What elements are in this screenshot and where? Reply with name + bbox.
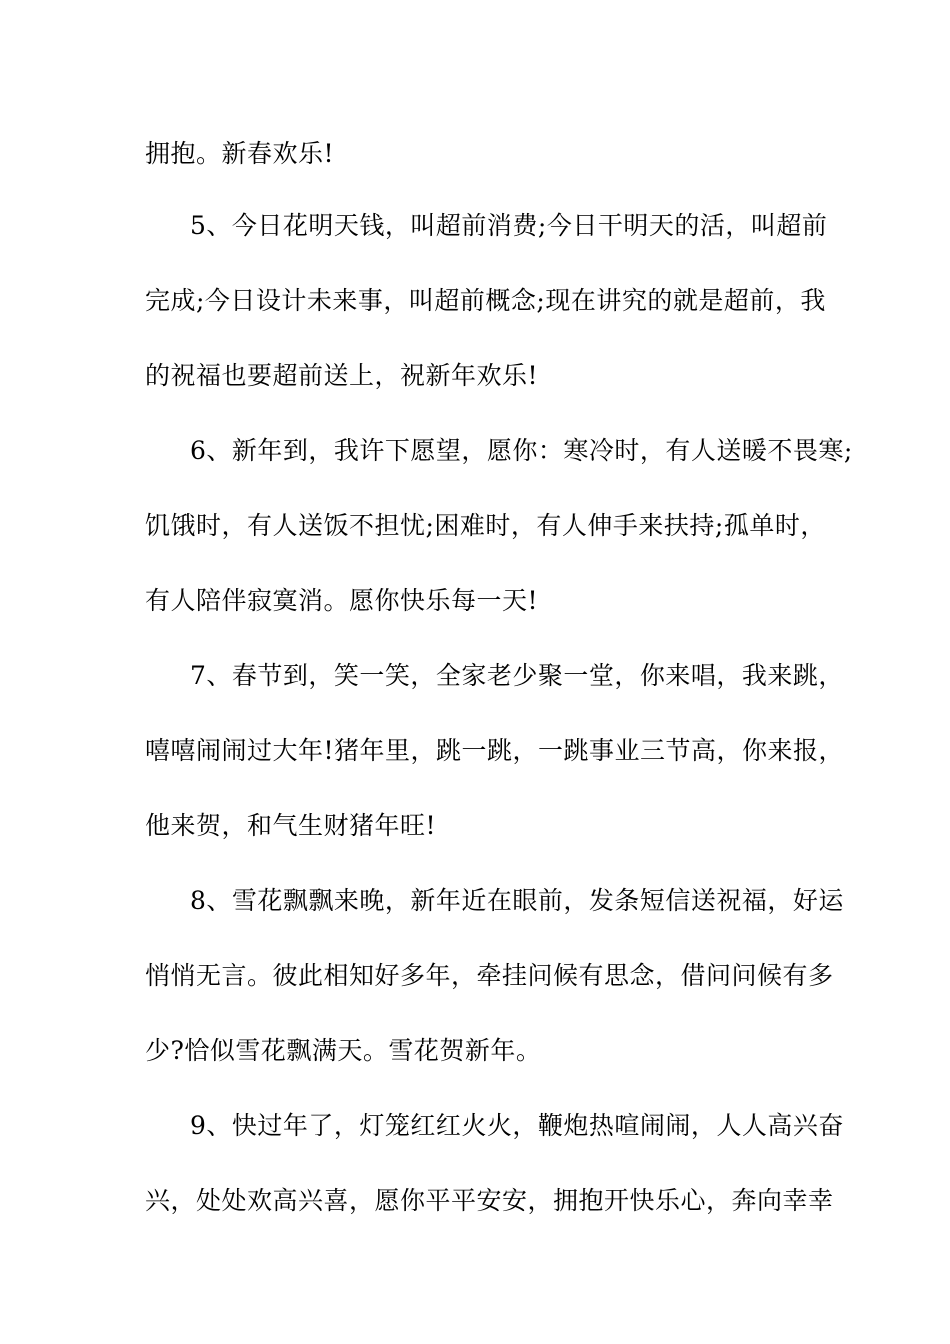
text-line: 8、雪花飘飘来晚，新年近在眼前，发条短信送祝福，好运 [190, 886, 844, 915]
text-line: 的祝福也要超前送上，祝新年欢乐! [145, 361, 539, 390]
text-line: 9、快过年了，灯笼红红火火，鞭炮热喧闹闹，人人高兴奋 [190, 1111, 844, 1140]
text-line: 饥饿时，有人送饭不担忧;困难时，有人伸手来扶持;孤单时， [145, 511, 826, 540]
text-line: 嘻嘻闹闹过大年!猪年里，跳一跳，一跳事业三节高，你来报， [145, 736, 845, 765]
text-line: 兴，处处欢高兴喜，愿你平平安安，拥抱开快乐心，奔向幸幸 [145, 1186, 834, 1215]
text-line: 7、春节到，笑一笑，全家老少聚一堂，你来唱，我来跳， [190, 661, 844, 690]
text-line: 悄悄无言。彼此相知好多年，牵挂问候有思念，借问问候有多 [145, 961, 834, 990]
text-line: 6、新年到，我许下愿望，愿你：寒冷时，有人送暖不畏寒; [190, 436, 853, 465]
text-line: 拥抱。新春欢乐! [145, 139, 335, 168]
text-line: 少?恰似雪花飘满天。雪花贺新年。 [145, 1036, 542, 1065]
text-line: 有人陪伴寂寞消。愿你快乐每一天! [145, 586, 539, 615]
text-line: 他来贺，和气生财猪年旺! [145, 811, 437, 840]
text-line: 完成;今日设计未来事，叫超前概念;现在讲究的就是超前，我 [145, 286, 826, 315]
text-line: 5、今日花明天钱，叫超前消费;今日干明天的活，叫超前 [190, 211, 828, 240]
